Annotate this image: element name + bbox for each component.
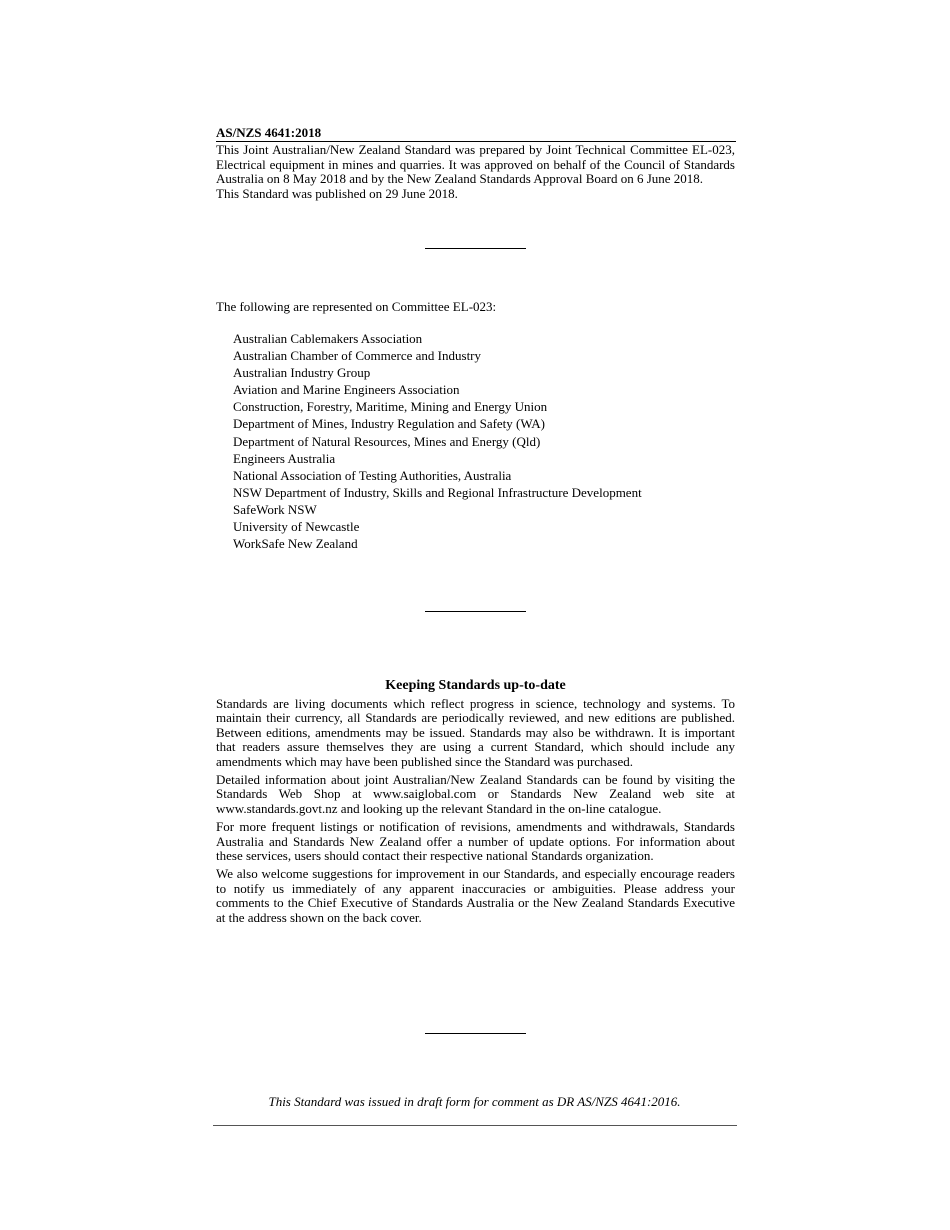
keeping-standards-body [216,697,735,929]
committee-member: National Association of Testing Authorities, Australia [233,467,512,483]
committee-member-list [233,330,733,552]
body-paragraph: Standards are living documents which reflect progress in science, technology and systems. To maintain their currency, all Standards are periodically reviewed, and new editions are published. Between editions, amendments may be issued. Standards may also be withdrawn. It is important that readers assure themselves they are using a current Standard, which should include any amendments which may have been published since the Standard was purchased. [216,696,735,769]
footer-rule [213,1125,737,1126]
body-paragraph: We also welcome suggestions for improvement in our Standards, and especially encourage readers to notify us immediately of any apparent inaccuracies or ambiguities. Please address your comments to the Chief Executive of Standards Australia or the New Zealand Standards Executive at the address shown on the back cover. [216,866,735,925]
draft-note: This Standard was issued in draft form for comment as DR AS/NZS 4641:2016. [268,1094,681,1109]
publication-date-paragraph: This Standard was published on 29 June 2018. [216,185,458,201]
committee-member: Australian Industry Group [233,365,371,381]
committee-member: Engineers Australia [233,450,336,466]
committee-member: Australian Cablemakers Association [233,331,423,346]
section-divider [425,611,526,612]
standard-number: AS/NZS 4641:2018 [216,125,736,142]
committee-member: University of Newcastle [233,519,360,535]
keeping-standards-heading: Keeping Standards up-to-date [385,678,566,693]
committee-intro: The following are represented on Committee EL-023: [216,299,497,314]
body-paragraph: For more frequent listings or notification of revisions, amendments and withdrawals, Standards Australia and Standards New Zealand offer a number of update options. For information about these services, users should contact their respective national Standards organization. [216,819,735,864]
committee-member: Construction, Forestry, Maritime, Mining and Energy Union [233,399,548,415]
committee-member: WorkSafe New Zealand [233,536,358,552]
committee-member: NSW Department of Industry, Skills and Regional Infrastructure Development [233,484,642,500]
section-divider [425,1033,526,1034]
committee-member: Department of Mines, Industry Regulation and Safety (WA) [233,416,545,432]
body-paragraph: Detailed information about joint Australian/New Zealand Standards can be found by visiting the Standards Web Shop at www.saiglobal.com or Standards New Zealand web site at www.standards.govt.nz and looking up the relevant Standard in the on-line catalogue. [216,772,735,816]
committee-member: Department of Natural Resources, Mines and Energy (Qld) [233,433,541,449]
committee-member: Aviation and Marine Engineers Association [233,382,460,398]
section-divider [425,248,526,249]
approval-paragraph: This Joint Australian/New Zealand Standard was prepared by Joint Technical Committee EL-023, Electrical equipment in mines and quarries. It was approved on behalf of the Council of Standards Australia on 8 May 2018 and by the New Zealand Standards Approval Board on 6 June 2018. [216,142,735,187]
approval-statement [216,143,735,201]
committee-member: Australian Chamber of Commerce and Industry [233,348,482,364]
committee-member: SafeWork NSW [233,501,317,517]
